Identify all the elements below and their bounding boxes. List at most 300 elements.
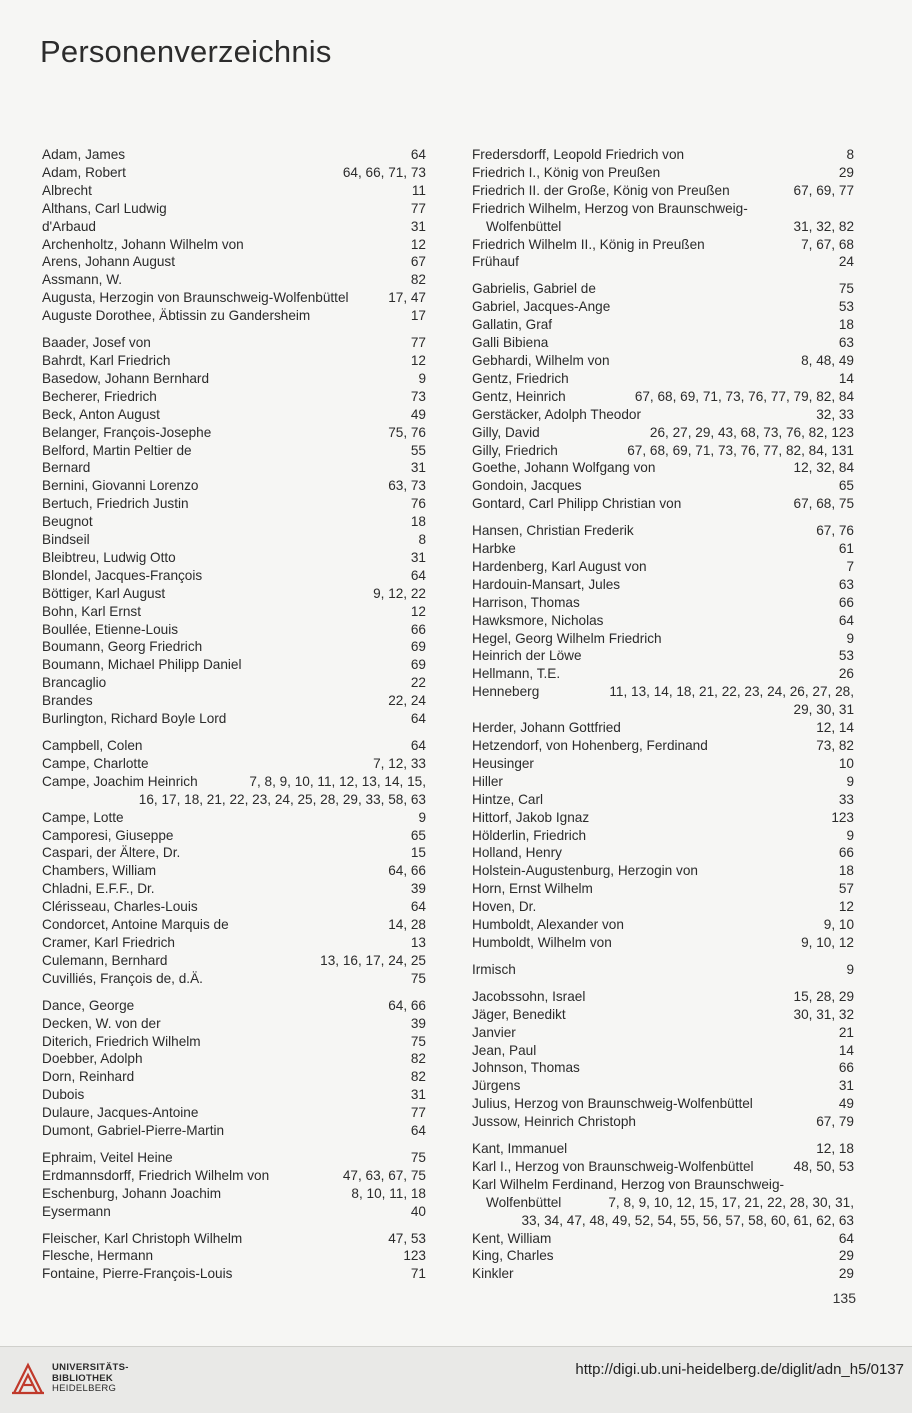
entry-pages: 9 <box>418 370 426 386</box>
index-entry <box>472 791 854 809</box>
entry-name: Jürgens <box>472 1078 521 1094</box>
entry-pages: 67, 76 <box>816 523 854 539</box>
entry-name: Camporesi, Giuseppe <box>42 827 174 843</box>
index-entry <box>472 961 854 979</box>
entry-pages: 24 <box>838 254 854 270</box>
index-letter-group <box>42 146 426 325</box>
index-entry <box>42 621 426 639</box>
entry-pages-continuation: 31, 32, 82 <box>793 218 854 234</box>
index-entry <box>42 656 426 674</box>
index-letter-group <box>472 1140 854 1283</box>
entry-pages: 31 <box>410 549 426 565</box>
entry-pages: 61 <box>838 541 854 557</box>
index-entry <box>42 1033 426 1051</box>
entry-pages: 53 <box>838 648 854 664</box>
index-entry <box>42 218 426 236</box>
entry-pages: 31 <box>410 1087 426 1103</box>
entry-pages: 66 <box>410 621 426 637</box>
entry-name: Augusta, Herzogin von Braunschweig-Wolfenbüttel <box>42 290 349 306</box>
entry-pages: 67 <box>410 254 426 270</box>
index-entry <box>42 638 426 656</box>
index-letter-group <box>472 961 854 979</box>
entry-name: Gentz, Friedrich <box>472 370 569 386</box>
index-entry <box>472 827 854 845</box>
entry-first-line <box>472 1176 854 1194</box>
entry-name-continuation: Wolfenbüttel <box>486 1194 562 1210</box>
index-entry <box>42 1247 426 1265</box>
entry-name: Albrecht <box>42 182 92 198</box>
entry-name: Hardenberg, Karl August von <box>472 558 647 574</box>
logo-line: BIBLIOTHEK <box>52 1372 114 1384</box>
entry-pages: 7, 8, 9, 10, 11, 12, 13, 14, 15, <box>249 773 426 789</box>
index-entry <box>472 594 854 612</box>
index-entry <box>472 737 854 755</box>
entry-name: Horn, Ernst Wilhelm <box>472 881 593 897</box>
index-entry <box>472 424 854 442</box>
index-entry <box>42 1185 426 1203</box>
entry-pages: 30, 31, 32 <box>793 1006 854 1022</box>
entry-pages: 64 <box>410 899 426 915</box>
entry-first-line <box>472 200 854 218</box>
entry-name: Jean, Paul <box>472 1042 537 1058</box>
index-entry <box>42 477 426 495</box>
index-entry <box>472 755 854 773</box>
index-entry <box>42 934 426 952</box>
entry-pages: 64 <box>410 567 426 583</box>
entry-name: Campe, Joachim Heinrich <box>42 773 198 789</box>
entry-name: Culemann, Bernhard <box>42 952 168 968</box>
index-letter-group <box>42 737 426 988</box>
entry-pages: 75 <box>838 281 854 297</box>
index-entry <box>472 164 854 182</box>
index-entry <box>472 406 854 424</box>
entry-pages: 75 <box>410 1033 426 1049</box>
library-logo[interactable] <box>10 1359 129 1399</box>
entry-pages: 57 <box>838 881 854 897</box>
entry-pages: 64, 66, 71, 73 <box>342 164 426 180</box>
index-entry <box>42 424 426 442</box>
entry-pages: 69 <box>410 657 426 673</box>
entry-pages: 17, 47 <box>388 290 426 306</box>
entry-pages: 49 <box>838 1096 854 1112</box>
index-entry <box>42 388 426 406</box>
entry-name: Bernini, Giovanni Lorenzo <box>42 478 199 494</box>
entry-name: Gabriel, Jacques-Ange <box>472 299 611 315</box>
entry-pages: 75 <box>410 1149 426 1165</box>
index-entry <box>42 1230 426 1248</box>
entry-name: Hölderlin, Friedrich <box>472 827 587 843</box>
entry-pages: 7, 67, 68 <box>801 236 854 252</box>
entry-name: Kent, William <box>472 1230 552 1246</box>
entry-name: Hiller <box>472 773 503 789</box>
entry-name: Galli Bibiena <box>472 335 549 351</box>
entry-pages: 9 <box>418 809 426 825</box>
entry-pages: 9 <box>846 773 854 789</box>
entry-pages: 29 <box>838 1248 854 1264</box>
entry-name: Hellmann, T.E. <box>472 666 561 682</box>
entry-name: Dumont, Gabriel-Pierre-Martin <box>42 1123 225 1139</box>
index-entry <box>472 647 854 665</box>
entry-pages: 15, 28, 29 <box>793 988 854 1004</box>
viewer-footer <box>0 1346 912 1413</box>
entry-pages: 55 <box>410 442 426 458</box>
index-entry <box>42 549 426 567</box>
entry-name: Karl Wilhelm Ferdinand, Herzog von Braunschweig- <box>472 1176 785 1192</box>
entry-name: Campe, Lotte <box>42 809 124 825</box>
index-entry <box>42 271 426 289</box>
index-entry <box>42 997 426 1015</box>
entry-pages: 76 <box>410 496 426 512</box>
entry-pages: 63 <box>838 335 854 351</box>
entry-pages: 10 <box>838 755 854 771</box>
entry-name: Eysermann <box>42 1203 111 1219</box>
entry-name: Friedrich Wilhelm II., König in Preußen <box>472 236 705 252</box>
entry-pages: 123 <box>403 1248 426 1264</box>
index-entry <box>472 352 854 370</box>
index-entry <box>42 406 426 424</box>
index-entry <box>472 880 854 898</box>
index-letter-group <box>472 522 854 952</box>
entry-pages: 29 <box>838 1266 854 1282</box>
index-entry <box>42 146 426 164</box>
index-entry <box>42 567 426 585</box>
entry-name: Erdmannsdorff, Friedrich Wilhelm von <box>42 1167 270 1183</box>
index-entry <box>42 1104 426 1122</box>
index-entry <box>42 862 426 880</box>
entry-pages: 65 <box>410 827 426 843</box>
index-entry <box>472 540 854 558</box>
entry-name: Chladni, E.F.F., Dr. <box>42 881 155 897</box>
entry-pages: 69 <box>410 639 426 655</box>
entry-pages: 64, 66 <box>388 863 426 879</box>
entry-name: Jussow, Heinrich Christoph <box>472 1114 636 1130</box>
entry-pages: 14, 28 <box>388 917 426 933</box>
page-title: Personenverzeichnis <box>40 34 332 69</box>
index-entry <box>42 880 426 898</box>
index-entry <box>472 1006 854 1024</box>
index-entry <box>472 298 854 316</box>
index-entry <box>472 898 854 916</box>
entry-name: Humboldt, Wilhelm von <box>472 934 612 950</box>
index-entry <box>42 674 426 692</box>
entry-pages: 75 <box>410 970 426 986</box>
index-entry <box>42 1050 426 1068</box>
entry-name: Boumann, Michael Philipp Daniel <box>42 657 242 673</box>
entry-name: Holland, Henry <box>472 845 562 861</box>
index-entry <box>42 495 426 513</box>
entry-name: Herder, Johann Gottfried <box>472 720 621 736</box>
entry-name: Condorcet, Antoine Marquis de <box>42 917 229 933</box>
entry-pages: 82 <box>410 1051 426 1067</box>
entry-pages: 66 <box>838 594 854 610</box>
entry-pages: 12 <box>410 236 426 252</box>
entry-name: Hawksmore, Nicholas <box>472 612 604 628</box>
entry-name: Fleischer, Karl Christoph Wilhelm <box>42 1230 243 1246</box>
entry-name: Julius, Herzog von Braunschweig-Wolfenbüttel <box>472 1096 753 1112</box>
entry-name: Ephraim, Veitel Heine <box>42 1149 173 1165</box>
entry-first-line <box>42 773 426 791</box>
index-letter-group <box>42 997 426 1140</box>
entry-pages: 12, 32, 84 <box>793 460 854 476</box>
entry-pages: 64 <box>838 1230 854 1246</box>
entry-pages: 29 <box>838 164 854 180</box>
index-entry <box>472 1113 854 1131</box>
entry-pages: 64, 66 <box>388 997 426 1013</box>
entry-name: Harbke <box>472 541 516 557</box>
entry-pages: 9, 12, 22 <box>373 585 426 601</box>
index-entry <box>42 898 426 916</box>
entry-name: Friedrich Wilhelm, Herzog von Braunschweig- <box>472 200 748 216</box>
index-column-right <box>472 146 854 1292</box>
entry-name: Hintze, Carl <box>472 791 544 807</box>
entry-name: Bertuch, Friedrich Justin <box>42 496 189 512</box>
index-entry <box>472 844 854 862</box>
index-entry <box>472 934 854 952</box>
index-entry <box>42 289 426 307</box>
entry-name: Caspari, der Ältere, Dr. <box>42 845 181 861</box>
entry-name: Assmann, W. <box>42 272 123 288</box>
index-entry <box>42 442 426 460</box>
entry-pages: 75, 76 <box>388 424 426 440</box>
index-entry <box>42 370 426 388</box>
library-logo-icon <box>10 1359 46 1399</box>
entry-pages: 64 <box>410 147 426 162</box>
entry-pages: 26, 27, 29, 43, 68, 73, 76, 82, 123 <box>649 424 854 440</box>
entry-pages: 77 <box>410 1105 426 1121</box>
entry-name: Cramer, Karl Friedrich <box>42 934 175 950</box>
entry-name: Fredersdorff, Leopold Friedrich von <box>472 147 685 162</box>
index-entry <box>472 1265 854 1283</box>
entry-name: Becherer, Friedrich <box>42 388 157 404</box>
index-entry <box>42 1086 426 1104</box>
entry-pages: 67, 69, 77 <box>793 182 854 198</box>
index-entry <box>472 576 854 594</box>
index-entry <box>472 665 854 683</box>
entry-name: Bleibtreu, Ludwig Otto <box>42 549 176 565</box>
index-entry <box>42 737 426 755</box>
index-entry <box>42 164 426 182</box>
index-entry <box>472 442 854 460</box>
entry-pages-continuation: 33, 34, 47, 48, 49, 52, 54, 55, 56, 57, 58, 60, 61, 62, 63 <box>521 1212 854 1228</box>
index-entry <box>42 307 426 325</box>
index-entry <box>472 1140 854 1158</box>
entry-pages: 82 <box>410 272 426 288</box>
entry-name: Boumann, Georg Friedrich <box>42 639 203 655</box>
entry-pages: 18 <box>838 317 854 333</box>
index-entry <box>472 388 854 406</box>
entry-name: d'Arbaud <box>42 218 96 234</box>
entry-name: Bindseil <box>42 532 90 548</box>
index-entry <box>472 370 854 388</box>
entry-name: Cuvilliés, François de, d.Ä. <box>42 970 203 986</box>
entry-name: Gerstäcker, Adolph Theodor <box>472 406 642 422</box>
index-entry <box>472 773 854 791</box>
logo-line: HEIDELBERG <box>52 1383 117 1395</box>
entry-name: Bahrdt, Karl Friedrich <box>42 352 171 368</box>
entry-pages: 12, 14 <box>816 720 854 736</box>
entry-pages: 26 <box>838 666 854 682</box>
entry-name: Johnson, Thomas <box>472 1060 580 1076</box>
entry-name: Campe, Charlotte <box>42 755 149 771</box>
index-entry <box>472 316 854 334</box>
index-entry <box>472 236 854 254</box>
index-entry <box>42 710 426 728</box>
entry-pages: 67, 68, 69, 71, 73, 76, 77, 82, 84, 131 <box>627 442 854 458</box>
index-entry <box>472 1095 854 1113</box>
entry-pages: 8, 48, 49 <box>801 352 854 368</box>
entry-pages: 8, 10, 11, 18 <box>351 1185 426 1201</box>
index-entry <box>472 630 854 648</box>
entry-name: Hansen, Christian Frederik <box>472 523 634 539</box>
index-column-left <box>42 146 426 1292</box>
index-entry <box>42 513 426 531</box>
entry-name: Heinrich der Löwe <box>472 648 582 664</box>
entry-pages: 63, 73 <box>388 478 426 494</box>
index-entry <box>472 200 854 236</box>
index-entry <box>472 253 854 271</box>
entry-pages: 31 <box>410 218 426 234</box>
entry-pages: 13 <box>410 934 426 950</box>
entry-name: Chambers, William <box>42 863 157 879</box>
entry-pages: 9, 10, 12 <box>801 934 854 950</box>
index-entry <box>42 827 426 845</box>
entry-name-continuation: Wolfenbüttel <box>486 218 562 234</box>
index-entry <box>472 280 854 298</box>
index-letter-group <box>42 1149 426 1221</box>
index-entry <box>472 522 854 540</box>
entry-name: Brancaglio <box>42 675 107 691</box>
entry-name: Hetzendorf, von Hohenberg, Ferdinand <box>472 738 708 753</box>
entry-pages: 77 <box>410 335 426 351</box>
index-entry <box>42 585 426 603</box>
entry-name: Belanger, François-Josephe <box>42 424 212 440</box>
entry-pages: 12 <box>410 603 426 619</box>
entry-name: Archenholtz, Johann Wilhelm von <box>42 236 244 252</box>
index-entry <box>472 146 854 164</box>
index-entry <box>472 916 854 934</box>
entry-pages: 64 <box>410 1123 426 1139</box>
entry-name: Gebhardi, Wilhelm von <box>472 352 610 368</box>
entry-pages: 77 <box>410 200 426 216</box>
entry-pages: 47, 53 <box>388 1230 426 1246</box>
entry-name: Holstein-Augustenburg, Herzogin von <box>472 863 698 879</box>
entry-pages: 64 <box>410 711 426 727</box>
entry-name: Hoven, Dr. <box>472 899 537 915</box>
index-letter-group <box>42 334 426 728</box>
entry-name: Flesche, Hermann <box>42 1248 154 1264</box>
index-entry <box>42 970 426 988</box>
index-entry <box>42 603 426 621</box>
index-entry <box>472 809 854 827</box>
index-letter-group <box>472 988 854 1131</box>
index-entry <box>42 692 426 710</box>
entry-pages: 8 <box>418 532 426 548</box>
index-entry <box>42 1203 426 1221</box>
index-entry <box>472 988 854 1006</box>
entry-name: Dubois <box>42 1087 85 1103</box>
entry-name: Belford, Martin Peltier de <box>42 442 192 458</box>
entry-name: Karl I., Herzog von Braunschweig-Wolfenbüttel <box>472 1158 754 1174</box>
index-entry <box>472 182 854 200</box>
entry-name: Jacobssohn, Israel <box>472 988 586 1004</box>
entry-pages: 65 <box>838 478 854 494</box>
entry-pages: 11 <box>411 182 426 198</box>
entry-pages: 49 <box>410 406 426 422</box>
entry-name: Bohn, Karl Ernst <box>42 603 141 619</box>
entry-pages: 63 <box>838 576 854 592</box>
index-entry <box>42 236 426 254</box>
entry-pages: 53 <box>838 299 854 315</box>
index-entry <box>472 1176 854 1230</box>
index-entry <box>42 1015 426 1033</box>
index-entry <box>42 352 426 370</box>
entry-continuation <box>472 1194 854 1212</box>
entry-pages: 73, 82 <box>816 738 854 753</box>
entry-name: Hardouin-Mansart, Jules <box>472 576 621 592</box>
entry-pages: 48, 50, 53 <box>793 1158 854 1174</box>
entry-name: Diterich, Friedrich Wilhelm <box>42 1033 201 1049</box>
entry-name: Fontaine, Pierre-François-Louis <box>42 1266 233 1282</box>
index-letter-group <box>472 280 854 513</box>
index-entry <box>472 459 854 477</box>
entry-pages: 71 <box>410 1266 426 1282</box>
index-entry <box>42 334 426 352</box>
index-entry <box>42 531 426 549</box>
entry-pages: 18 <box>410 514 426 530</box>
entry-name: Burlington, Richard Boyle Lord <box>42 711 227 727</box>
entry-pages: 22 <box>410 675 426 691</box>
entry-pages: 15 <box>410 845 426 861</box>
entry-pages: 13, 16, 17, 24, 25 <box>320 952 426 968</box>
entry-name: Gilly, Friedrich <box>472 442 558 458</box>
entry-name: King, Charles <box>472 1248 554 1264</box>
entry-pages: 17 <box>410 308 426 324</box>
entry-pages: 39 <box>410 881 426 897</box>
entry-name: Adam, James <box>42 147 126 162</box>
index-entry <box>472 719 854 737</box>
index-entry <box>472 334 854 352</box>
index-entry <box>472 1158 854 1176</box>
entry-pages: 9 <box>846 961 854 977</box>
entry-name: Dance, George <box>42 997 135 1013</box>
index-entry <box>42 916 426 934</box>
entry-name: Friedrich II. der Große, König von Preußen <box>472 182 730 198</box>
entry-name: Henneberg <box>472 684 540 700</box>
entry-name: Basedow, Johann Bernhard <box>42 370 210 386</box>
permalink-url[interactable]: http://digi.ub.uni-heidelberg.de/diglit/adn_h5/0137 <box>575 1361 904 1378</box>
entry-pages: 11, 13, 14, 18, 21, 22, 23, 24, 26, 27, 28, <box>609 684 854 700</box>
entry-pages: 9 <box>846 630 854 646</box>
entry-name: Kinkler <box>472 1266 514 1282</box>
index-entry <box>42 1068 426 1086</box>
entry-name: Friedrich I., König von Preußen <box>472 164 661 180</box>
entry-name: Kant, Immanuel <box>472 1141 568 1157</box>
entry-continuation <box>472 218 854 236</box>
entry-name: Gondoin, Jacques <box>472 478 582 494</box>
entry-pages: 18 <box>838 863 854 879</box>
entry-name: Eschenburg, Johann Joachim <box>42 1185 222 1201</box>
entry-pages: 12 <box>410 352 426 368</box>
entry-name: Bernard <box>42 460 91 476</box>
entry-name: Jäger, Benedikt <box>472 1006 566 1022</box>
entry-name: Campbell, Colen <box>42 738 143 753</box>
index-entry <box>42 1122 426 1140</box>
entry-name: Clérisseau, Charles-Louis <box>42 899 198 915</box>
index-entry <box>472 1247 854 1265</box>
entry-name: Harrison, Thomas <box>472 594 580 610</box>
logo-line: UNIVERSITÄTS- <box>52 1362 129 1374</box>
entry-pages: 7 <box>846 558 854 574</box>
